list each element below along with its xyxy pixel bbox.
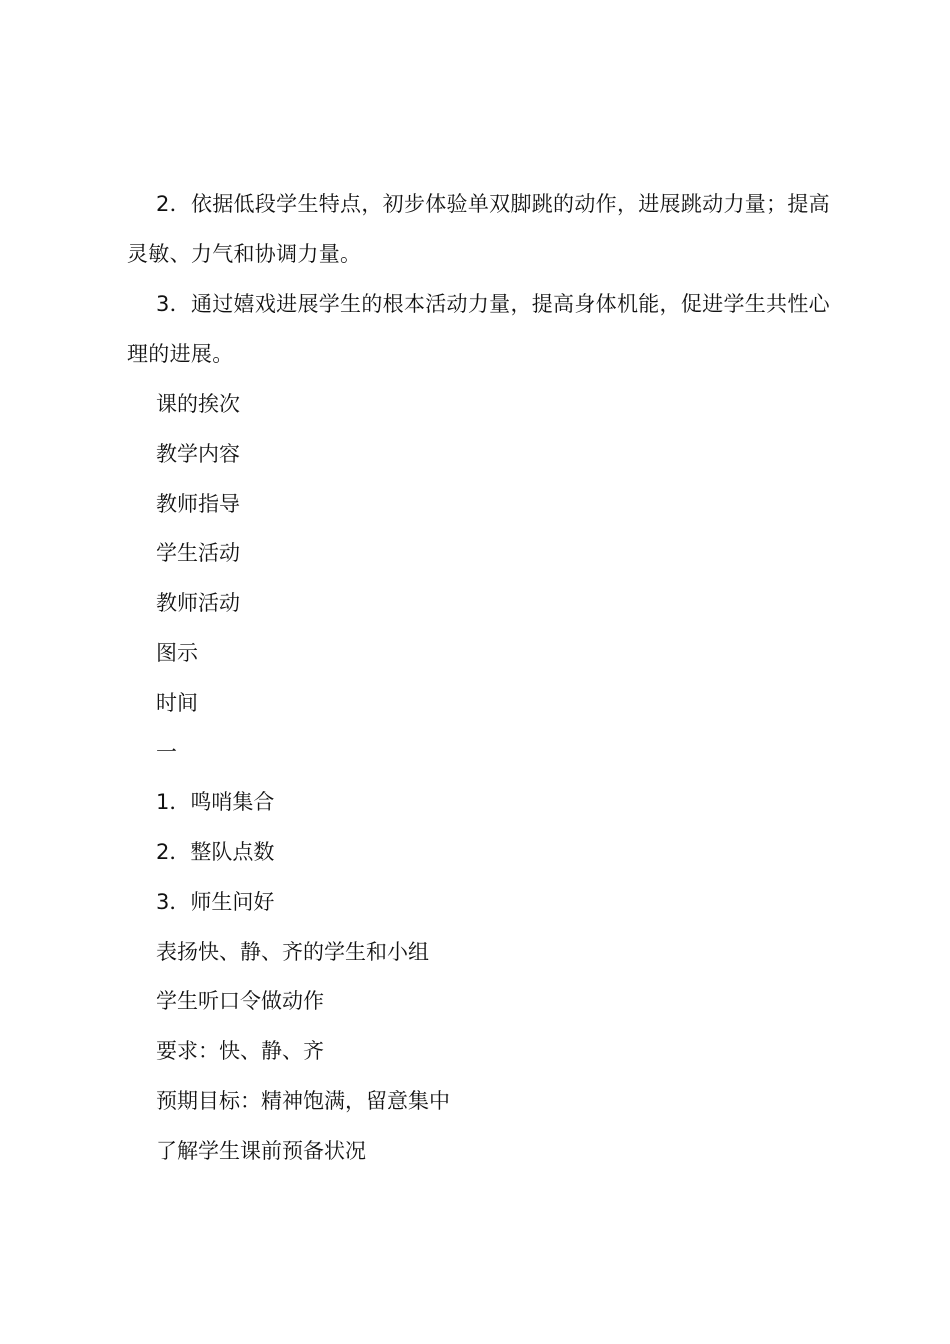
list-item: 1．鸣哨集合 — [156, 790, 275, 814]
list-item: 要求：快、静、齐 — [156, 1039, 324, 1063]
table-header-time: 时间 — [156, 691, 198, 715]
objective-paragraph-3: 3．通过嬉戏进展学生的根本活动力量，提高身体机能，促进学生共性心理的进展。 — [127, 292, 830, 366]
section-number: 一 — [156, 740, 177, 764]
list-item: 预期目标：精神饱满，留意集中 — [156, 1089, 450, 1113]
table-header-student-activity: 学生活动 — [156, 541, 240, 565]
table-header-teacher-activity: 教师活动 — [156, 591, 240, 615]
objective-paragraph-2: 2．依据低段学生特点，初步体验单双脚跳的动作，进展跳动力量；提高灵敏、力气和协调力量。 — [127, 192, 830, 266]
table-header-content: 教学内容 — [156, 442, 240, 466]
table-header-lesson-order: 课的挨次 — [156, 392, 240, 416]
list-item: 3．师生问好 — [156, 890, 275, 914]
list-item: 表扬快、静、齐的学生和小组 — [156, 940, 429, 964]
list-item: 学生听口令做动作 — [156, 989, 324, 1013]
list-item: 了解学生课前预备状况 — [156, 1139, 366, 1163]
table-header-teacher-guidance: 教师指导 — [156, 492, 240, 516]
table-header-diagram: 图示 — [156, 641, 198, 665]
list-item: 2．整队点数 — [156, 840, 275, 864]
